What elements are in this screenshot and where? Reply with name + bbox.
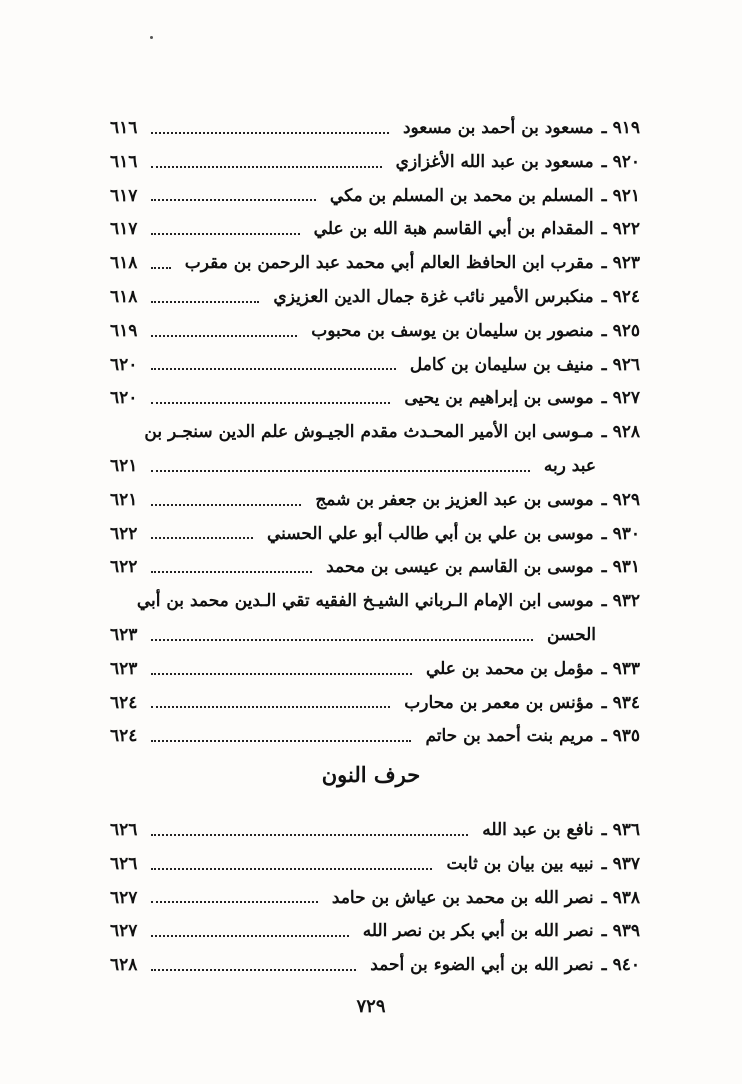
entry-number: ٩٢٩ [612,489,640,510]
entry-name: نافع بن عبد الله [482,820,594,840]
page-number: ٧٢٩ [356,996,386,1017]
entry-page-number: ٦٢٢ [110,523,138,544]
entry-page-number: ٦٢٦ [110,820,138,840]
entry-number: ٩٣٤ [612,692,640,713]
toc-entry [110,213,640,247]
toc-entry [110,949,640,983]
toc-entry [110,484,640,518]
dot-leader [151,969,356,971]
entry-name: موسى بن إبراهيم بن يحيى [404,388,594,409]
entry-number: ٩٣٨ [612,887,640,908]
entry-page-number: ٦٢٦ [110,853,138,874]
entry-name-continuation: الحسن [547,624,596,645]
entry-number: ٩٢٢ [612,219,640,240]
entry-page-number: ٦٢٧ [110,887,138,908]
entry-page-number: ٦٢٣ [110,658,138,679]
toc-entry-continuation [110,450,640,484]
entry-name: مؤنس بن معمر بن محارب [404,692,594,713]
entry-name: نصر الله بن أبي بكر بن نصر الله [362,921,594,942]
toc-entry-continuation [110,619,640,653]
dot-leader [151,233,299,235]
entry-page-number: ٦٢٣ [110,624,138,645]
entry-number: ٩٣٠ [612,523,640,544]
entry-separator: ـ [601,320,607,341]
entry-name: المسلم بن محمد بن المسلم بن مكي [329,185,594,206]
toc-entry [110,281,640,315]
toc-entry [110,687,640,721]
entry-page-number: ٦٢٨ [110,955,138,976]
entry-separator: ـ [601,820,607,840]
section-heading: حرف النون [321,762,421,787]
toc-entry [110,585,640,619]
toc-entry [110,416,640,450]
entry-number: ٩٢٥ [612,320,640,341]
entry-separator: ـ [601,726,607,747]
toc-entry [110,382,640,416]
dot-leader [151,673,412,675]
toc-list-mim [110,112,640,754]
toc-entry [110,349,640,383]
entry-separator: ـ [601,151,607,172]
toc-entry [110,653,640,687]
entry-number: ٩٣٩ [612,921,640,942]
entry-number: ٩٢٨ [612,422,640,443]
entry-number: ٩٣٥ [612,726,640,747]
entry-name: نصر الله بن محمد بن عياش بن حامد [331,887,594,908]
entry-page-number: ٦١٦ [110,118,138,138]
entry-name-continuation: عبد ربه [543,455,596,476]
entry-name: مـوسى ابن الأمير المحـدث مقدم الجيـوش علم الدين سنجـر بن [144,422,594,443]
entry-number: ٩٢١ [612,185,640,206]
entry-number: ٩٣٣ [612,658,640,679]
dot-leader [151,301,259,303]
toc-entry [110,518,640,552]
entry-separator: ـ [601,422,607,443]
entry-page-number: ٦١٧ [110,219,138,240]
entry-separator: ـ [601,523,607,544]
entry-number: ٩٢٤ [612,286,640,307]
entry-name: نبيه بين بيان بن ثابت [446,853,594,874]
entry-separator: ـ [601,955,607,976]
entry-number: ٩٣٦ [612,820,640,840]
entry-number: ٩٢٣ [612,253,640,274]
dot-leader [151,740,411,742]
dot-leader [151,132,389,134]
dot-leader [151,706,390,708]
page-speck [150,36,153,39]
entry-separator: ـ [601,286,607,307]
entry-separator: ـ [601,185,607,206]
entry-page-number: ٦٢٤ [110,692,138,713]
dot-leader [151,199,316,201]
entry-number: ٩٣٧ [612,853,640,874]
toc-entry [110,112,640,146]
entry-page-number: ٦٢١ [110,489,138,510]
dot-leader [151,504,301,506]
entry-page-number: ٦١٨ [110,253,138,274]
dot-leader [151,402,390,404]
toc-entry [110,146,640,180]
dot-leader [151,470,529,472]
toc-entry [110,720,640,754]
entry-page-number: ٦١٨ [110,286,138,307]
toc-entry [110,848,640,882]
entry-separator: ـ [601,354,607,375]
entry-name: موسى ابن الإمام الـرباني الشيـخ الفقيه تقي الـدين محمد بن أبي [136,591,594,612]
entry-name: موسى بن القاسم بن عيسى بن محمد [326,557,594,578]
entry-separator: ـ [601,388,607,409]
entry-separator: ـ [601,219,607,240]
dot-leader [151,935,348,937]
toc-entry [110,315,640,349]
entry-number: ٩٣١ [612,557,640,578]
entry-separator: ـ [601,489,607,510]
entry-name: موسى بن علي بن أبي طالب أبو علي الحسني [266,523,594,544]
entry-page-number: ٦٢٠ [110,388,138,409]
toc-entry [110,247,640,281]
entry-page-number: ٦٢٢ [110,557,138,578]
dot-leader [151,267,170,269]
entry-page-number: ٦١٧ [110,185,138,206]
entry-number: ٩٢٦ [612,354,640,375]
entry-page-number: ٦٢١ [110,455,138,476]
entry-name: مسعود بن أحمد بن مسعود [402,118,594,138]
entry-name: منيف بن سليمان بن كامل [409,354,594,375]
dot-leader [151,335,297,337]
toc-entry [110,882,640,916]
entry-number: ٩٢٧ [612,388,640,409]
entry-number: ٩١٩ [612,118,640,138]
entry-name: منكبرس الأمير نائب غزة جمال الدين العزيزي [273,286,594,307]
entry-name: المقدام بن أبي القاسم هبة الله بن علي [313,219,594,240]
toc-entry [110,551,640,585]
dot-leader [151,639,533,641]
toc-entry [110,915,640,949]
entry-page-number: ٦١٩ [110,320,138,341]
dot-leader [151,537,253,539]
entry-separator: ـ [601,591,607,612]
entry-number: ٩٢٠ [612,151,640,172]
entry-separator: ـ [601,692,607,713]
entry-name: موسى بن عبد العزيز بن جعفر بن شمج [315,489,594,510]
dot-leader [151,834,468,836]
entry-page-number: ٦٢٧ [110,921,138,942]
entry-number: ٩٤٠ [612,955,640,976]
entry-name: مسعود بن عبد الله الأغزازي [395,151,594,172]
entry-name: مريم بنت أحمد بن حاتم [425,726,594,747]
dot-leader [151,868,432,870]
entry-separator: ـ [601,253,607,274]
entry-separator: ـ [601,118,607,138]
entry-name: نصر الله بن أبي الضوء بن أحمد [370,955,594,976]
entry-page-number: ٦٢٤ [110,726,138,747]
dot-leader [151,901,318,903]
entry-page-number: ٦١٦ [110,151,138,172]
entry-number: ٩٣٢ [612,591,640,612]
entry-separator: ـ [601,887,607,908]
entry-separator: ـ [601,557,607,578]
toc-entry [110,814,640,848]
dot-leader [151,368,395,370]
entry-name: مقرب ابن الحافظ العالم أبي محمد عبد الرحمن بن مقرب [184,253,594,274]
dot-leader [151,571,312,573]
entry-page-number: ٦٢٠ [110,354,138,375]
entry-separator: ـ [601,853,607,874]
dot-leader [151,166,381,168]
entry-name: مؤمل بن محمد بن علي [425,658,594,679]
toc-entry [110,180,640,214]
entry-separator: ـ [601,658,607,679]
toc-list-nun [110,814,640,983]
entry-name: منصور بن سليمان بن يوسف بن محبوب [311,320,594,341]
entry-separator: ـ [601,921,607,942]
